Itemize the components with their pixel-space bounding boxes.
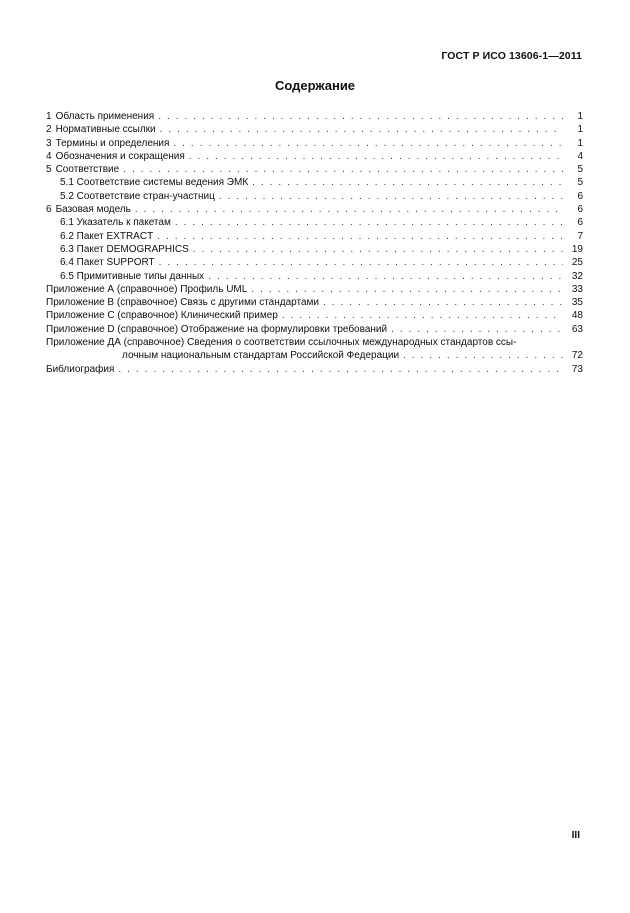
toc-entry-label-line2: лочным национальным стандартам Российской Федерации xyxy=(122,350,400,362)
toc-leader-dots xyxy=(123,163,563,176)
toc-entry-page: 7 xyxy=(577,230,583,242)
toc-entry-page: 32 xyxy=(571,270,583,282)
toc-entry-continuation xyxy=(46,349,583,362)
toc-leader-dots xyxy=(251,283,563,296)
toc-entry-label: 6.4 Пакет SUPPORT xyxy=(60,257,155,269)
toc-leader-dots xyxy=(160,123,563,136)
toc-entry-6-3[interactable] xyxy=(46,243,583,256)
toc-entry-page: 1 xyxy=(577,137,583,149)
toc-entry-number: 5 xyxy=(46,164,52,176)
toc-entry-label: Приложение В (справочное) Связь с другими стандартами xyxy=(46,297,319,309)
toc-leader-dots xyxy=(282,309,563,322)
toc-entry-label: 6.2 Пакет EXTRACT xyxy=(60,230,154,242)
toc-leader-dots xyxy=(175,216,563,229)
toc-entry-number: 3 xyxy=(46,137,52,149)
toc-entry-page: 5 xyxy=(577,164,583,176)
toc-entry-5-2[interactable] xyxy=(46,190,583,203)
toc-leader-dots xyxy=(135,203,563,216)
toc-entry-page: 4 xyxy=(577,150,583,162)
toc-entry-label: Приложение С (справочное) Клинический пример xyxy=(46,310,278,322)
toc-entry-appendix-b[interactable] xyxy=(46,296,583,309)
toc-leader-dots xyxy=(323,296,563,309)
toc-leader-dots xyxy=(219,190,563,203)
toc-entry-page: 48 xyxy=(571,310,583,322)
toc-entry-page: 73 xyxy=(571,363,583,375)
toc-entry-1[interactable] xyxy=(46,110,583,123)
toc-entry-number: 4 xyxy=(46,150,52,162)
toc-entry-6-5[interactable] xyxy=(46,270,583,283)
toc-entry-6-4[interactable] xyxy=(46,256,583,269)
toc-entry-6[interactable] xyxy=(46,203,583,216)
toc-entry-appendix-d[interactable] xyxy=(46,323,583,336)
toc-entry-label: Обозначения и сокращения xyxy=(55,150,185,162)
toc-entry-page: 25 xyxy=(571,257,583,269)
toc-leader-dots xyxy=(158,110,563,123)
toc-entry-appendix-da[interactable] xyxy=(46,336,583,363)
toc-entry-page: 6 xyxy=(577,217,583,229)
toc-entry-page: 1 xyxy=(577,111,583,122)
toc-entry-4[interactable] xyxy=(46,150,583,163)
toc-entry-label: Приложение А (справочное) Профиль UML xyxy=(46,283,248,295)
toc-entry-label: Базовая модель xyxy=(55,204,131,216)
toc-leader-dots xyxy=(157,230,563,243)
toc-entry-6-1[interactable] xyxy=(46,216,583,229)
toc-entry-page: 33 xyxy=(571,283,583,295)
toc-entry-number: 6 xyxy=(46,204,52,216)
toc-entry-label-line1: Приложение ДА (справочное) Сведения о соответствии ссылочных международных стандартов ссы- xyxy=(46,337,517,349)
toc-title: Содержание xyxy=(274,78,356,93)
table-of-contents xyxy=(46,110,583,376)
toc-leader-dots xyxy=(189,150,563,163)
toc-entry-label: 6.1 Указатель к пакетам xyxy=(60,217,171,229)
toc-entry-page: 35 xyxy=(571,297,583,309)
toc-entry-2[interactable] xyxy=(46,123,583,136)
toc-entry-label: Приложение D (справочное) Отображение на формулировки требований xyxy=(46,323,388,335)
toc-entry-5-1[interactable] xyxy=(46,176,583,189)
toc-entry-label: Соответствие xyxy=(55,164,120,176)
toc-entry-label: Область применения xyxy=(55,111,155,122)
toc-entry-page: 6 xyxy=(577,204,583,216)
toc-entry-number: 1 xyxy=(46,111,52,122)
toc-leader-dots xyxy=(159,256,563,269)
toc-entry-label: Термины и определения xyxy=(55,137,170,149)
toc-entry-page: 6 xyxy=(577,190,583,202)
toc-entry-number: 2 xyxy=(46,124,52,136)
toc-entry-appendix-c[interactable] xyxy=(46,309,583,322)
toc-leader-dots xyxy=(118,363,563,376)
toc-entry-page: 5 xyxy=(577,177,583,189)
toc-entry-label: 6.5 Примитивные типы данных xyxy=(60,270,205,282)
toc-leader-dots xyxy=(173,137,563,150)
page-number: III xyxy=(571,830,580,841)
toc-entry-label: Библиография xyxy=(46,363,115,375)
toc-leader-dots xyxy=(208,270,563,283)
toc-entry-5[interactable] xyxy=(46,163,583,176)
toc-leader-dots xyxy=(391,323,563,336)
toc-leader-dots xyxy=(252,176,563,189)
toc-entry-label: Нормативные ссылки xyxy=(55,124,156,136)
toc-entry-page: 63 xyxy=(571,323,583,335)
toc-entry-appendix-a[interactable] xyxy=(46,283,583,296)
toc-leader-dots xyxy=(193,243,563,256)
toc-entry-page: 72 xyxy=(571,350,583,362)
toc-entry-6-2[interactable] xyxy=(46,230,583,243)
toc-entry-page: 19 xyxy=(571,243,583,255)
document-code: ГОСТ Р ИСО 13606-1—2011 xyxy=(441,50,582,62)
toc-entry-3[interactable] xyxy=(46,137,583,150)
toc-leader-dots xyxy=(403,349,563,362)
toc-entry-page: 1 xyxy=(577,124,583,136)
toc-entry-label: 5.1 Соответствие системы ведения ЭМК xyxy=(60,177,249,189)
toc-entry-label: 5.2 Соответствие стран-участниц xyxy=(60,190,215,202)
toc-entry-label: 6.3 Пакет DEMOGRAPHICS xyxy=(60,243,189,255)
toc-entry-bibliography[interactable] xyxy=(46,363,583,376)
